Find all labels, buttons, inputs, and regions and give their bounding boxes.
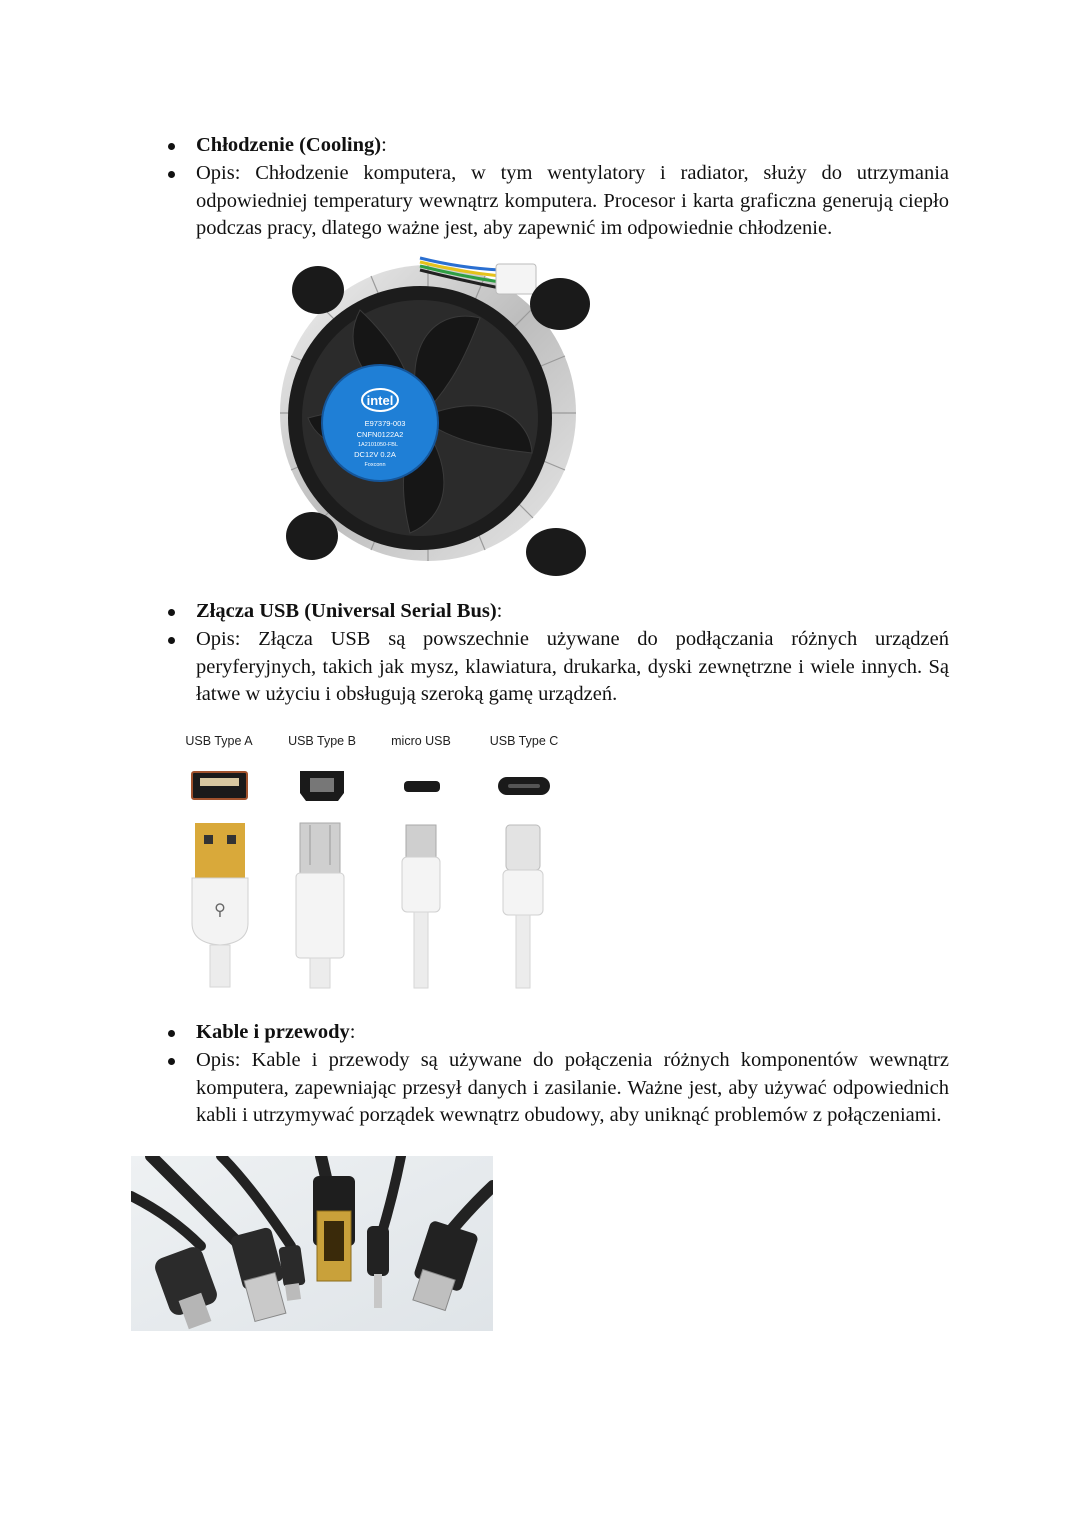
cables-image xyxy=(131,1156,493,1331)
bullet-dot xyxy=(168,637,175,644)
cooler-label-line: DC12V 0.2A xyxy=(354,450,396,459)
section-description: Opis: Chłodzenie komputera, w tym wentylatory i radiator, służy do utrzymania odpowiedniej temperatury wewnątrz komputera. Procesor i karta graficzna generują ciepło podczas pracy, dlatego ważne jest, aby zapewnić im odpowiednie chłodzenie. xyxy=(196,162,949,239)
bullet-dot xyxy=(168,609,175,616)
micro-usb-label: micro USB xyxy=(391,734,451,748)
micro-usb-port-icon xyxy=(404,781,440,792)
svg-text:⚲: ⚲ xyxy=(214,900,226,919)
usb-type-b-label: USB Type B xyxy=(288,734,356,748)
cooler-label-line: 1A2101050-FBL xyxy=(357,442,399,448)
bullet-cables-title: Kable i przewody: xyxy=(168,1019,949,1047)
bullet-cooling-desc xyxy=(168,160,949,243)
bullet-dot xyxy=(168,1058,175,1065)
bullet-usb-desc xyxy=(168,626,949,709)
micro-usb-plug-icon xyxy=(402,825,440,988)
intel-logo-text: intel xyxy=(366,393,394,408)
cooler-label-line: E97379-003 xyxy=(364,419,406,428)
bullet-dot xyxy=(168,143,175,150)
section-title: Chłodzenie (Cooling) xyxy=(196,134,382,156)
usb-c-plug-icon xyxy=(503,825,543,988)
bullet-dot xyxy=(168,1030,175,1037)
usb-a-plug-icon xyxy=(192,823,248,987)
bullet-cooling-title: Chłodzenie (Cooling): xyxy=(168,132,949,160)
cooler-label-line: CNFN0122A2 xyxy=(356,430,404,439)
bullet-usb-title: Złącza USB (Universal Serial Bus): xyxy=(168,598,949,626)
section-title: Kable i przewody xyxy=(196,1021,350,1043)
usb-b-plug-icon xyxy=(296,823,344,988)
bullet-dot xyxy=(168,171,175,178)
usb-type-a-label: USB Type A xyxy=(185,734,253,748)
section-title: Złącza USB (Universal Serial Bus) xyxy=(196,600,497,622)
section-description: Opis: Kable i przewody są używane do połączenia różnych komponentów wewnątrz komputera, zapewniając przesył danych i zasilanie. Ważne jest, aby używać odpowiednich kabli i utrzymywać porządek wewnątrz obudowy, aby uniknąć problemów z połączeniami. xyxy=(196,1049,949,1126)
bullet-cables-desc xyxy=(168,1047,949,1130)
usb-type-c-label: USB Type C xyxy=(489,734,559,748)
cpu-cooler-image xyxy=(250,248,600,586)
cooler-label-line: Foxconn xyxy=(364,462,386,468)
hdmi-cable-icon xyxy=(313,1176,355,1281)
section-description: Opis: Złącza USB są powszechnie używane do podłączania różnych urządzeń peryferyjnych, takich jak mysz, klawiatura, drukarka, dyski zewnętrzne i wiele innych. Są łatwe w użyciu i obsługują szeroką gamę urządzeń. xyxy=(196,628,949,705)
usb-types-image xyxy=(170,725,590,995)
